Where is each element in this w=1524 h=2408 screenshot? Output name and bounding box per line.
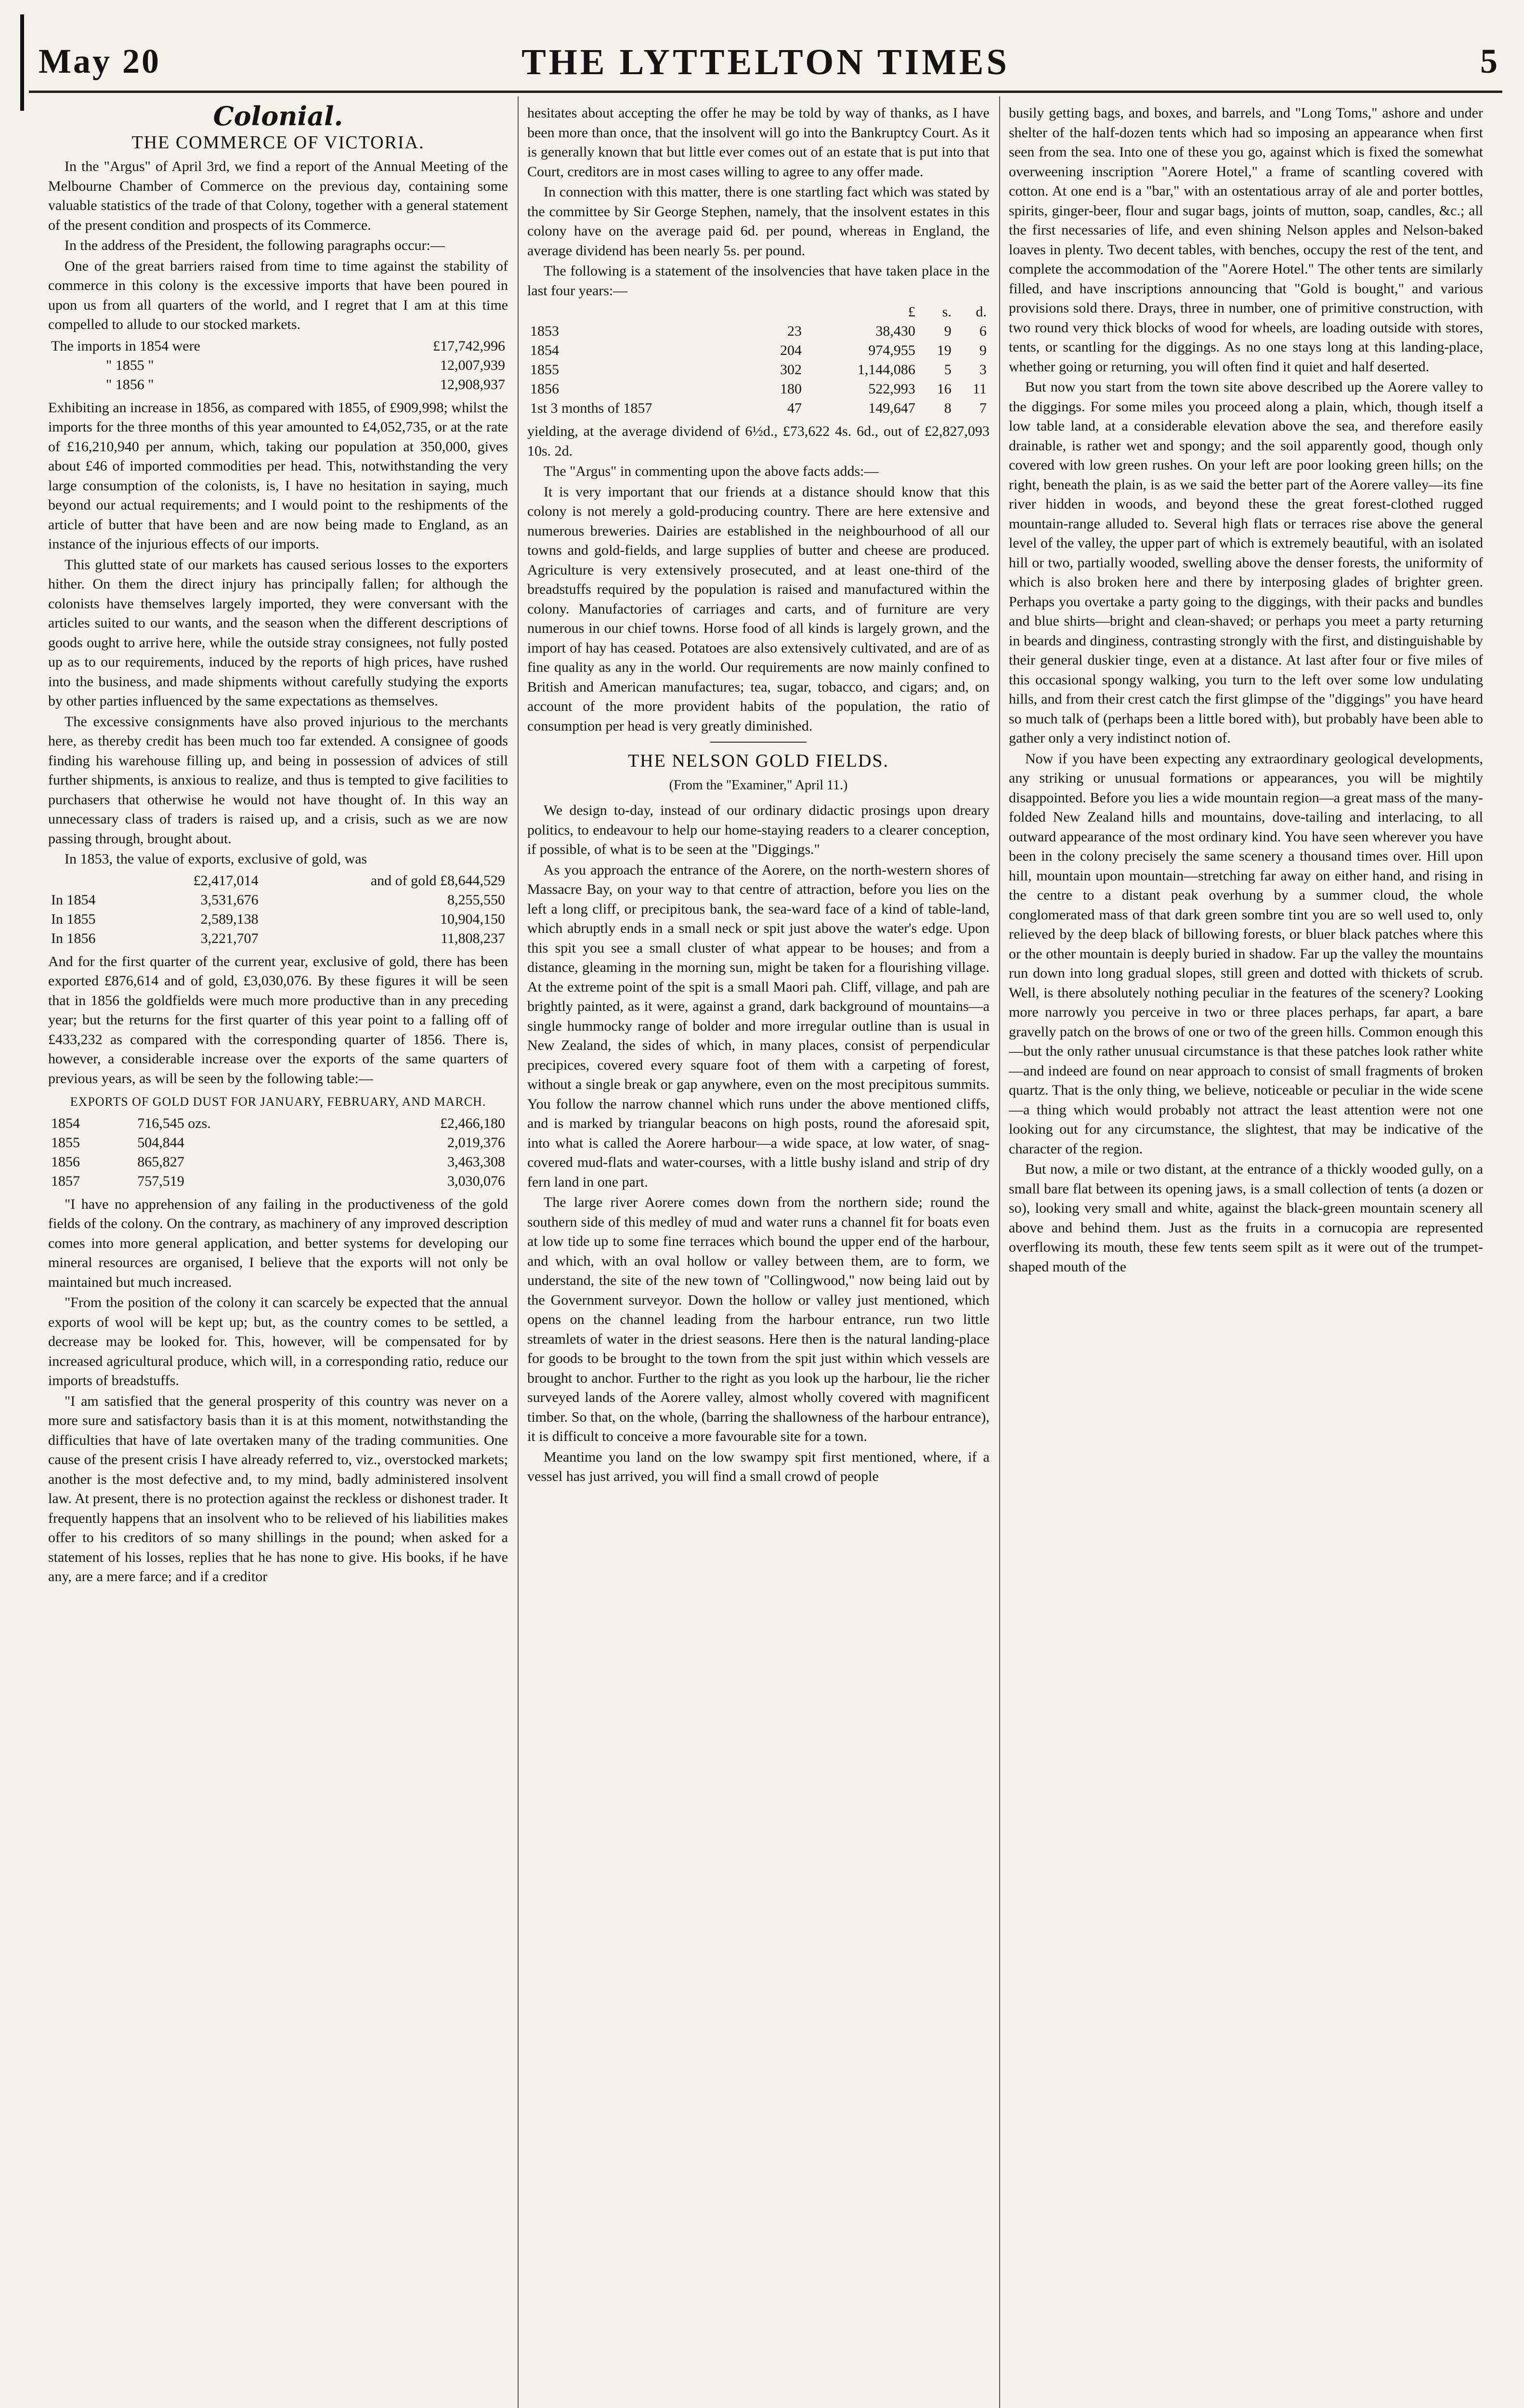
paragraph: yielding, at the average dividend of 6½d., £73,622 4s. 6d., out of £2,827,093 10s. 2d.	[527, 423, 990, 459]
table-cell: 757,519	[137, 1173, 184, 1189]
table-cell: 1st 3 months of 1857	[530, 400, 652, 416]
article-headline: THE COMMERCE OF VICTORIA.	[131, 132, 425, 153]
table-cell: 12,007,939	[440, 357, 505, 373]
table-cell: 1854	[530, 342, 559, 358]
table-cell: 6	[979, 323, 987, 339]
paragraph: As you approach the entrance of the Aorere, on the north-western shores of Massacre Bay, on your way to that centre of attraction, before you lies on the left a long cliff, or precipitous bank, the sea-ward face of a kind of table-land, which abruptly ends in a small neck or spit just above the water's edge. Upon this spit you see a small cluster of what appear to be houses; and from a distance, gleaming in the morning sun, might be taken for a flourishing village. At the extreme point of the spit is a small Maori pah. Cliff, village, and pah are brightly painted, as it were, against a grand, dark background of mountains—a single hummocky range of bolder and more irregular outline than is usual in New Zealand, the sides of which, in many places, consist of perpendicular precipices, covered every square foot of them with a carpeting of forest, without a single break or gap anywhere, even on the most precipitous summits. You follow the narrow channel which runs under the above mentioned cliffs, and is marked by triangular beacons on high posts, round the aforesaid spit, into what is called the Aorere harbour—a wide space, at low water, of snag-covered mud-flats and water-courses, with a little bushy island and strip of dry fern land in one part.	[527, 862, 990, 1190]
paragraph: It is very important that our friends at a distance should know that this colony is not merely a gold-producing country. There are here extensive and numerous breweries. Dairies are established in the neighbourhood of all our towns and gold-fields, and large supplies of butter and cheese are produced. Agriculture is very extensively prosecuted, and at least one-third of the breadstuffs required by the population is raised and manufactured within the colony. Manufactories of carriages and carts, and of furniture are very numerous in our chief towns. Horse food of all kinds is largely grown, and the import of hay has ceased. Potatoes are also extensively cultivated, and are of as fine quality as any in the world. Our requirements are now mainly confined to British and American manufactures; tea, sugar, tobacco, and cigars; and, on account of the more provident habits of the population, the ratio of consumption per head is very greatly diminished.	[527, 484, 990, 734]
table-row	[48, 929, 508, 948]
table-cell: 1855	[51, 1134, 80, 1151]
article-headline: THE NELSON GOLD FIELDS.	[627, 751, 889, 771]
table-cell: In 1855	[51, 911, 96, 927]
paragraph: But now you start from the town site above described up the Aorere valley to the diggings. For some miles you proceed along a plain, which, though itself a low table land, at a considerable elevation above the sea, and therefore easily drainable, is rather wet and spongy; and the soil apparently good, though only covered with low green rushes. On your left are poor looking green hills; on the right, beneath the plain, is as we said the better part of the Aorere valley—its fine river hidden in woods, and beyond these the great forest-clothed rugged mountain-range alluded to. Several high flats or terraces rise above the general level of the valley, the upper part of which is extremely beautiful, with an isolated hill or two, partially wooded, swelling above the denser forests, the uniformity of which is also broken here and there by interposing glades of brighter green. Perhaps you overtake a party going to the diggings, with their packs and bundles and blue shirts—bright and clean-shaved; or perhaps you meet a party returning in beards and dinginess, contrasting strongly with the first, and distinguishable by their general duskier tinge, even at a distance. At last after four or five miles of this occasional spongy walking, you turn to the left over some low undulating hills, and from their crest catch the first glimpse of the "diggings" you have heard so much talk of (perhaps been a little bored with), but probably have been able to gather only a very indistinct notion of.	[1009, 379, 1483, 746]
table-cell: £17,742,996	[433, 338, 505, 354]
table-cell: " 1855 "	[106, 357, 154, 373]
table-header: £	[908, 304, 915, 320]
table-cell: 23	[787, 323, 802, 339]
paragraph: In the "Argus" of April 3rd, we find a report of the Annual Meeting of the Melbourne Chamber of Commerce on the previous day, containing some valuable statistics of the trade of that Colony, together with a general statement of the present condition and prospects of its Commerce.	[48, 158, 508, 233]
table-cell: 522,993	[868, 381, 915, 397]
paragraph: hesitates about accepting the offer he may be told by way of thanks, as I have been more than once, that the insolvent will go into the Bankruptcy Court. As it is generally known that but little ever comes out of an estate that is put into that Court, creditors are in most cases willing to agree to any offer made.	[527, 105, 990, 180]
table-cell: 3,531,676	[200, 891, 259, 908]
table-row	[527, 322, 990, 341]
paragraph: This glutted state of our markets has caused serious losses to the exporters hither. On them the direct injury has principally fallen; for although the colonists have themselves largely imported, they were conversant with the articles suited to our wants, and the season when the different descriptions of goods ought to arrive here, while the outside stray consignees, not fully posted up as to our requirements, induced by the reports of high prices, have rushed into the business, and made shipments without carefully studying the exports by other parties influenced by the same expectations as themselves.	[48, 556, 508, 709]
table-row	[48, 890, 508, 910]
masthead	[29, 38, 1502, 93]
column-2	[527, 104, 990, 2408]
table-row	[48, 871, 508, 890]
paragraph: "I am satisfied that the general prosperity of this country was never on a more sure and satisfactory basis than it is at this moment, notwithstanding the difficulties that have of late overtaken many of the trading communities. One cause of the present crisis I have already referred to, viz., overstocked markets; another is the most defective and, to my mind, badly administered insolvent law. At present, there is no protection against the reckless or dishonest trader. It frequently happens that an insolvent who to be relieved of his liabilities makes offer to his creditors of so many shillings in the pound; when asked for a statement of his losses, replies that he has none to give. His books, if he have any, are a mere farce; and if a creditor	[48, 1393, 508, 1584]
paragraph: But now, a mile or two distant, at the entrance of a thickly wooded gully, on a small bare flat between its opening jaws, is a small collection of tents (a dozen or so), looking very small and white, against the black-green mountain scenery all above and behind them. Just as the fruits in a cornucopia are represented overflowing its mouth, these few tents seem spilt as it were out of the trumpet-shaped mouth of the	[1009, 1161, 1483, 1275]
issue-date: May 20	[39, 42, 161, 80]
table-cell: The imports in 1854 were	[51, 338, 200, 354]
exports-table	[48, 871, 508, 948]
column-1	[48, 104, 508, 2408]
table-cell: £2,466,180	[440, 1115, 505, 1131]
paragraph: The large river Aorere comes down from the northern side; round the southern side of this medley of mud and water runs a channel fit for boats even at low tide up to some fine terraces which bound the upper end of the harbour, and which, with an oval hollow or valley between them, are to form, we understand, the site of the new town of "Collingwood," now being laid out by the Government surveyor. Down the hollow or valley just mentioned, which opens on the channel leading from the harbour entrance, run two little streamlets of water in the driest seasons. Here then is the natural landing-place for goods to be brought to the town from the spit just within which vessels are brought to anchor. Further to the right as you look up the harbour, lie the richer surveyed lands of the Aorere valley, almost wholly covered with magnificent timber. So that, on the whole, (barring the shallowness of the harbour entrance), it is difficult to conceive a more favourable site for a town.	[527, 1194, 990, 1444]
table-cell: 11	[973, 381, 987, 397]
table-cell: 3,030,076	[447, 1173, 505, 1189]
column-divider	[518, 96, 519, 2408]
table-header-row	[527, 302, 990, 322]
table-row	[48, 1133, 508, 1152]
table-cell: £2,417,014	[193, 872, 259, 889]
table-cell: 2,589,138	[200, 911, 259, 927]
table-cell: In 1854	[51, 891, 96, 908]
table-row	[48, 375, 508, 394]
table-cell: 180	[780, 381, 802, 397]
table-cell: 3	[979, 362, 987, 378]
table-cell	[48, 871, 137, 890]
table-cell: 2,019,376	[447, 1134, 505, 1151]
table-cell: 865,827	[137, 1153, 184, 1170]
gold-exports-table	[48, 1114, 508, 1191]
table-row	[48, 1152, 508, 1172]
table-cell: 1857	[51, 1173, 80, 1189]
paragraph: Exhibiting an increase in 1856, as compared with 1855, of £909,998; whilst the imports for the three months of this year amounted to £4,052,735, or at the rate of £16,210,940 per annum, which, taking our population at 350,000, gives about £46 of imported commodities per head. This, notwithstanding the very large consumption of the colonists, is, I have no hesitation in saying, much beyond our actual requirements; and I would point to the reshipments of the article of butter that have been and are now being made to England, as an instance of the injurious effects of our imports.	[48, 399, 508, 552]
table-cell: 204	[780, 342, 802, 358]
imports-table	[48, 337, 508, 394]
table-cell: 16	[937, 381, 951, 397]
table-cell: 12,908,937	[440, 376, 505, 393]
table-cell: In 1856	[51, 930, 96, 946]
table-header	[527, 302, 755, 322]
table-title: EXPORTS OF GOLD DUST FOR JANUARY, FEBRUARY, AND MARCH.	[70, 1095, 486, 1109]
paragraph: In 1853, the value of exports, exclusive of gold, was	[65, 851, 367, 867]
table-cell: 1,144,086	[857, 362, 915, 378]
table-cell: " 1856 "	[106, 376, 154, 393]
table-cell: 11,808,237	[441, 930, 505, 946]
paragraph: In the address of the President, the following paragraphs occur:—	[65, 237, 445, 253]
table-cell: 8	[944, 400, 951, 416]
margin-rule	[20, 14, 24, 111]
insolvencies-table	[527, 302, 990, 418]
table-row	[527, 380, 990, 399]
table-cell: 1853	[530, 323, 559, 339]
article-divider	[710, 742, 807, 743]
paragraph: The following is a statement of the insolvencies that have taken place in the last four years:—	[527, 263, 990, 299]
table-cell: 504,844	[137, 1134, 184, 1151]
paragraph: busily getting bags, and boxes, and barrels, and "Long Toms," ashore and under shelter of the half-dozen tents which had so imposing an appearance when first seen from the sea. Into one of these you go, against which is fixed the somewhat overweening inscription "Aorere Hotel," a frame of scantling covered with cotton. At one end is a "bar," with an ostentatious array of ale and porter bottles, spirits, ginger-beer, flour and sugar bags, joints of mutton, soap, candles, &c.; all the first necessaries of life, and even shining Nelson apples and Nelson-baked loaves in plenty. Two decent tables, with benches, occupy the rest of the tent, and complete the accommodation of the "Aorere Hotel." The other tents are similarly filled, and have inscriptions announcing that "Gold is bought," and various provisions sold there. Drays, three in number, one of primitive construction, with two round very thick blocks of wood for wheels, are loading outside with stores, tents, or scantling for the diggings. As no one stays long at this landing-place, whether going or returning, you will often find it quiet and half deserted.	[1009, 105, 1483, 375]
table-cell: 149,647	[868, 400, 915, 416]
table-cell: 19	[937, 342, 951, 358]
paragraph: "From the position of the colony it can scarcely be expected that the annual exports of wool will be kept up; but, as the country comes to be settled, a decrease may be looked for. This, however, will be compensated for by increased agricultural produce, which will, in a corresponding ratio, reduce our imports of breadstuffs.	[48, 1295, 508, 1388]
table-cell: 1856	[51, 1153, 80, 1170]
table-cell: 302	[780, 362, 802, 378]
table-row	[48, 1114, 508, 1133]
paragraph: "I have no apprehension of any failing in the productiveness of the gold fields of the colony. On the contrary, as machinery of any improved description comes into more general application, and better systems for developing our mineral resources are organised, I believe that the exports will not only be maintained but much increased.	[48, 1196, 508, 1290]
table-row	[48, 337, 508, 356]
table-header: s.	[942, 304, 951, 320]
column-divider	[999, 96, 1000, 2408]
section-heading: Colonial.	[213, 104, 343, 131]
table-cell: 47	[787, 400, 802, 416]
table-row	[527, 341, 990, 360]
table-row	[48, 356, 508, 375]
table-row	[48, 1172, 508, 1191]
article-source: (From the "Examiner," April 11.)	[669, 777, 848, 793]
table-cell: 38,430	[875, 323, 915, 339]
table-header	[755, 302, 805, 322]
paragraph: Now if you have been expecting any extraordinary geological developments, any striking or unusual formations or appearances, you will be mightily disappointed. Before you lies a wide mountain region—a great mass of the many-folded New Zealand hills and mountains, dove-tailing and interlacing, to all outward appearance of the most ordinary kind. You have seen wherever you have been in the colony precisely the same scenery a thousand times over. Hill upon hill, mountain upon mountain—stretching far away on either hand, and rising in the centre to a distant peak overhung by a summer cloud, the whole conglomerated mass of that dark green sombre tint you are so well used to, only relieved by the deep black of billowing forests, or bluer black patches where this or the other mountain is deeply buried in shadow. Far up the valley the mountains run down into long gradual slopes, still green and dotted with thickets of scrub. Well, is there absolutely nothing peculiar in the features of the scenery? Looking more narrowly you perceive in two or three places perhaps, far apart, a bare gravelly patch on the brows of one or two of the green hills. Common enough this—but the only rather unusual circumstance is that these patches look rather white—and indeed are found on near approach to consist of small fragments of broken quartz. That is the only thing, we believe, noticeable or peculiar in the wide scene—a thing which would probably not attract the least attention were not one looking out for any circumstance, the slightest, that may be indicative of the character of the region.	[1009, 750, 1483, 1157]
paragraph: In connection with this matter, there is one startling fact which was stated by the committee by Sir George Stephen, namely, that the insolvent estates in this colony have on the average paid 6d. per pound, whereas in England, the average dividend has been nearly 5s. per pound.	[527, 184, 990, 259]
paragraph: The excessive consignments have also proved injurious to the merchants here, as thereby credit has been much too far extended. A consignee of goods finding his warehouse filling up, and being in possession of advices of still further shipments, is anxious to realize, and thus is tempted to give facilities to purchasers that otherwise he would not have thought of. In this way an unnecessary class of traders is raised up, and a crisis, such as we are now passing through, brought about.	[48, 713, 508, 847]
table-cell: 1855	[530, 362, 559, 378]
table-cell: 5	[944, 362, 951, 378]
table-cell: 3,221,707	[200, 930, 259, 946]
table-cell: 8,255,550	[447, 891, 505, 908]
table-row	[48, 910, 508, 929]
table-row	[527, 360, 990, 380]
paragraph: The "Argus" in commenting upon the above facts adds:—	[544, 463, 879, 479]
table-cell: 1856	[530, 381, 559, 397]
paragraph: And for the first quarter of the current year, exclusive of gold, there has been exported £876,614 and of gold, £3,030,076. By these figures it will be seen that in 1856 the goldfields were much more productive than in any preceding year; but the returns for the first quarter of this year point to a falling off of £433,232 as compared with the corresponding quarter of 1856. There is, however, a considerable increase over the exports of the same quarters of previous years, as will be seen by the following table:—	[48, 953, 508, 1086]
table-cell: 1854	[51, 1115, 80, 1131]
table-cell: 3,463,308	[447, 1153, 505, 1170]
table-cell: 974,955	[868, 342, 915, 358]
table-header: d.	[976, 304, 987, 320]
column-3	[1009, 104, 1483, 2408]
page-number: 5	[1480, 42, 1498, 80]
table-row	[527, 399, 990, 418]
table-cell: 10,904,150	[440, 911, 505, 927]
table-cell: 716,545 ozs.	[137, 1115, 211, 1131]
table-cell: 9	[944, 323, 951, 339]
paragraph: One of the great barriers raised from time to time against the stability of commerce in this colony is the excessive imports that have been poured in upon us from all quarters of the world, and I regret that I am at this time compelled to allude to our stocked markets.	[48, 258, 508, 332]
table-cell: 7	[979, 400, 987, 416]
newspaper-title: THE LYTTELTON TIMES	[521, 42, 1010, 82]
table-cell: 9	[979, 342, 987, 358]
paragraph: We design to-day, instead of our ordinary didactic prosings upon dreary politics, to endeavour to help our home-staying readers to a clearer conception, if possible, of what is to be seen at the "Diggings."	[527, 802, 990, 857]
table-cell: and of gold £8,644,529	[370, 872, 505, 889]
paragraph: Meantime you land on the low swampy spit first mentioned, where, if a vessel has just arrived, you will find a small crowd of people	[527, 1449, 990, 1484]
